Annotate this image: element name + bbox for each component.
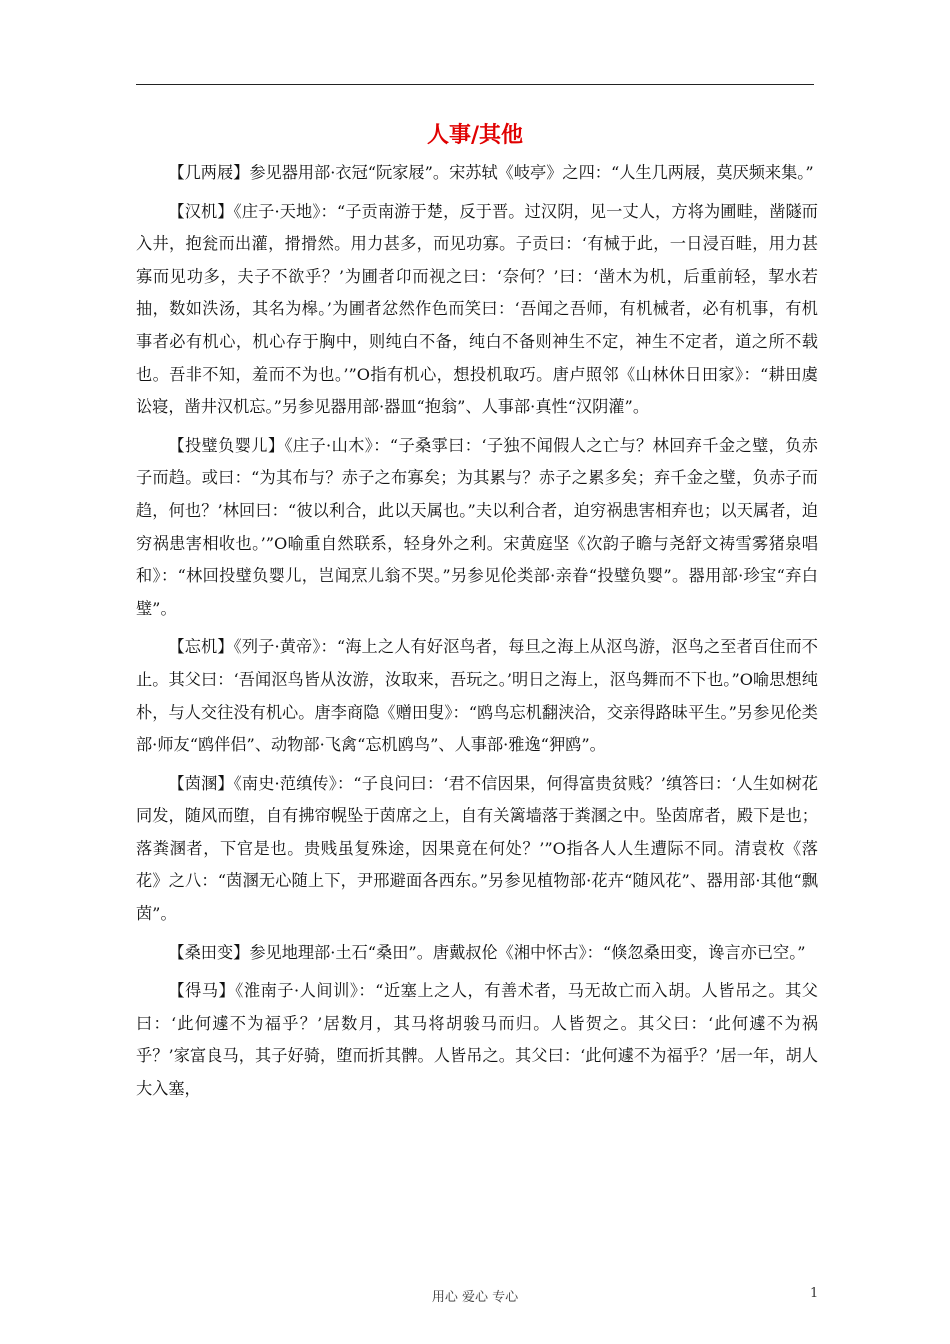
footer-motto: 用心 爱心 专心 [431,1290,519,1305]
header-rule [136,84,814,85]
entry-sang-tian-bian: 【桑田变】参见地理部·土石“桑田”。唐戴叔伦《湘中怀古》：“倏忽桑田变，谗言亦已空。” [168,942,806,962]
entry-ji-liang-ji: 【几两屐】参见器用部·衣冠“阮家屐”。宋苏轼《岐亭》之四：“人生几两屐，莫厌频来集。” [168,163,814,182]
page-number: 1 [810,1286,819,1301]
entry-han-ji: 【汉机】《庄子·天地》：“子贡南游于楚，反于晋。过汉阴，见一丈人，方将为圃畦，凿隧而入井，抱瓮而出灌，搰搰然。用力甚多，而见功寡。子贡曰：‘有械于此，一日浸百畦，用力甚寡而见功多，夫子不欲乎？’为圃者卬而视之曰：‘奈何？’曰：‘凿木为机，后重前轻，挈水若抽，数如泆汤，其名为槔。’为圃者忿然作色而笑曰：‘吾闻之吾师，有机械者，必有机事，有机事者必有机心，机心存于胸中，则纯白不备，纯白不备则神生不定，神生不定者，道之所不载也。吾非不知，羞而不为也。’”О指有机心，想投机取巧。唐卢照邻《山林休日田家》：“耕田虞讼寝，凿井汉机忘。”另参见器用部·器皿“抱翁”、人事部·真性“汉阴灌”。 [136,201,818,417]
entry-yin-hun: 【茵溷】《南史·范缜传》：“子良问曰：‘君不信因果，何得富贵贫贱？’缜答曰：‘人生如树花同发，随风而堕，自有拂帘幌坠于茵席之上，自有关篱墙落于粪溷之中。坠茵席者，殿下是也；落粪溷者，下官是也。贵贱虽复殊途，因果竟在何处？’”О指各人人生遭际不同。清袁枚《落花》之八：“茵溷无心随上下，尹邢避面各西东。”另参见植物部·花卉“随风花”、器用部·其他“飘茵”。 [136,773,818,924]
entry-tou-bi-fu-ying-er: 【投璧负婴儿】《庄子·山木》：“子桑雽曰：‘子独不闻假人之亡与？林回弃千金之璧，负赤子而趋。或曰：“为其布与？赤子之布寡矣；为其累与？赤子之累多矣；弃千金之璧，负赤子而趋，何也？’林回曰：“彼以利合，此以天属也。”夫以利合者，迫穷祸患害相弃也；以天属者，迫穷祸患害相收也。’”О喻重自然联系，轻身外之利。宋黄庭坚《次韵子瞻与尧舒文祷雪雾猪泉唱和》：“林回投璧负婴儿，岂闻烹儿翁不哭。”另参见伦类部·亲眷“投璧负婴”。器用部·珍宝“弃白璧”。 [136,435,818,618]
entry-de-ma: 【得马】《淮南子·人间训》：“近塞上之人，有善术者，马无故亡而入胡。人皆吊之。其父曰：‘此何遽不为福乎？’居数月，其马将胡骏马而归。人皆贺之。其父曰：‘此何遽不为祸乎？’家富良马，其子好骑，堕而折其髀。人皆吊之。其父曰：‘此何遽不为福乎？’居一年，胡人大入塞， [136,981,818,1099]
page-title: 人事/其他 [426,122,524,148]
document-body [136,157,818,1112]
entry-wang-ji: 【忘机】《列子·黄帝》：“海上之人有好沤鸟者，每旦之海上从沤鸟游，沤鸟之至者百住而不止。其父曰：‘吾闻沤鸟皆从汝游，汝取来，吾玩之。’明日之海上，沤鸟舞而不下也。”О喻思想纯朴，与人交往没有机心。唐李商隐《赠田叟》：“鸥鸟忘机翻浃洽，交亲得路昧平生。”另参见伦类部·师友“鸥伴侣”、动物部·飞禽“忘机鸥鸟”、人事部·雅逸“狎鸥”。 [136,637,818,755]
